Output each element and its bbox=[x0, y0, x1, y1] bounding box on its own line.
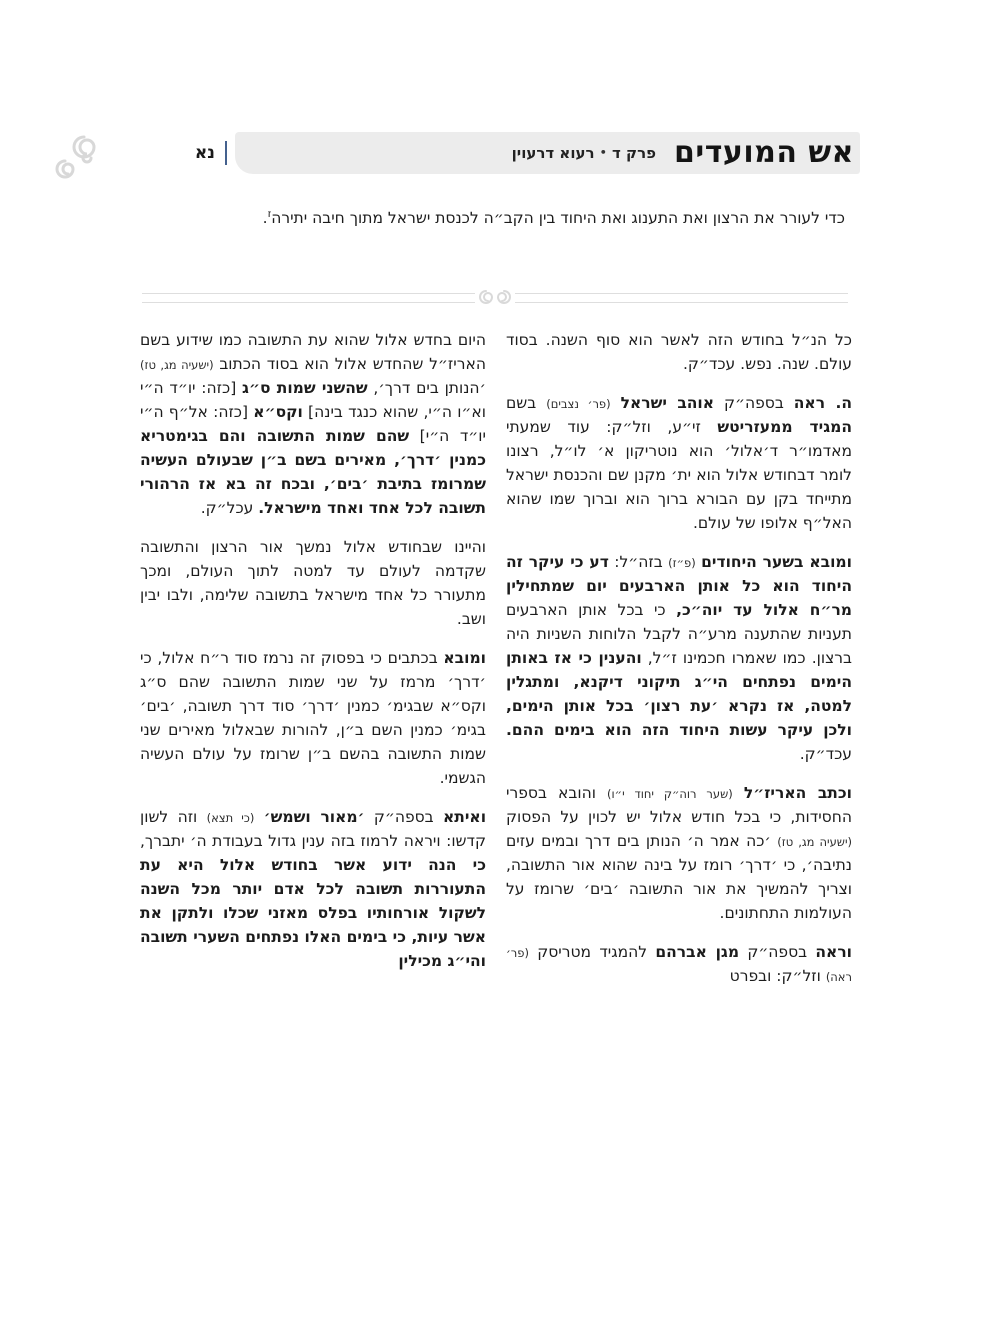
header-band bbox=[235, 132, 860, 174]
source-reference: (פר׳ נצבים) bbox=[546, 397, 611, 412]
text-segment bbox=[733, 784, 744, 802]
text-segment: שהם שמות התשובה והם בגימטריא כמנין ׳דרך׳, מאירים בשם ב״ן שבעולם העשיה שמרומז בתיבת ׳בים׳, ובכח זה בא אז הרהורי תשובה לכל אחד ואחד מישראל. bbox=[140, 427, 486, 518]
text-segment bbox=[254, 808, 263, 826]
paragraph bbox=[506, 391, 852, 535]
text-segment: וכתב האריז״ל bbox=[743, 784, 852, 803]
text-segment: ׳הנותן בים דרך׳, bbox=[367, 379, 486, 398]
text-segment: ומובא bbox=[443, 649, 486, 668]
book-title: אש המועדים bbox=[674, 135, 854, 170]
paragraph bbox=[506, 328, 852, 376]
source-reference: (כי תצא) bbox=[206, 811, 255, 826]
text-segment: להמגיד מטריסק bbox=[528, 943, 656, 962]
paragraph bbox=[140, 535, 486, 631]
paragraph bbox=[140, 328, 486, 520]
text-segment: עכל״ק. bbox=[200, 499, 259, 518]
text-segment: ומובא בשער היחודים bbox=[701, 553, 852, 572]
text-segment: ׳כה אמר ה׳ הנותן בים דרך ובמים עזים נתיבה׳, כי ׳דרך׳ רומז על בינה שהוא אור התשובה, וצריך להמשיך את אור התשובה ׳בים׳ שרומז על העולמות התחתונים. bbox=[506, 832, 852, 923]
paragraph bbox=[506, 550, 852, 766]
chapter-label bbox=[512, 144, 656, 162]
paragraph bbox=[140, 805, 486, 973]
text-segment: שהשני שמות ס״ג bbox=[242, 379, 368, 398]
text-segment: כדי לעורר את הרצון ואת התענוג ואת היחוד בין הקב״ה לכנסת ישראל מתוך חיבה יתירה bbox=[271, 209, 845, 227]
text-segment: ׳מאור ושמש׳ bbox=[263, 808, 365, 827]
text-segment: [כזה: יו״ד ה״י וא״ו ה״י, שהוא כנגד בינה] bbox=[140, 379, 486, 422]
text-segment: וזל״ק: ובפרט bbox=[729, 967, 826, 986]
text-segment: בכתבים כי בפסוק זה נרמז סוד ר״ח אלול, כי ׳דרך׳ מרמז על שני שמות התשובה שהם ס״ג וקס״א שבגימ׳ כמנין ׳דרך׳ סוד דרך תשובה, ׳בים׳ בגימ׳ כמנין השם ב״ן, להורות שבאלול מאירים שני שמות התשובה בהשם ב״ן שרומז על עולם העשיה הגשמי. bbox=[140, 649, 486, 788]
text-columns bbox=[140, 328, 852, 1003]
paragraph bbox=[506, 781, 852, 925]
page-number: נא bbox=[194, 143, 215, 163]
text-segment: המגיד ממעזריטש bbox=[717, 418, 852, 437]
right-column bbox=[506, 328, 852, 1003]
source-reference: (פר׳ ראה) bbox=[506, 946, 852, 985]
text-segment: [כזה: אל״ף ה״י יו״ד ה״י] bbox=[140, 403, 486, 446]
text-segment: דע כי עיקר זה היחוד הוא כל אותן הארבעים יום שמתחילין מר״ח אלול עד יוה״כ, bbox=[506, 553, 853, 620]
text-segment: עכד״ק. bbox=[799, 745, 852, 764]
separator-dot-icon: • bbox=[599, 146, 607, 159]
page-number-divider bbox=[225, 141, 227, 165]
flourish-ornament-icon bbox=[52, 131, 102, 189]
text-segment: בזה״ל: bbox=[608, 553, 669, 572]
section-divider bbox=[142, 293, 848, 303]
left-column bbox=[140, 328, 486, 1003]
section-name: רעוא דרעוין bbox=[511, 144, 595, 162]
text-segment: בספה״ק bbox=[364, 808, 443, 827]
text-segment: והובא בספרי החסידות, כי בכל חודש אלול יש לכוין על הפסוק bbox=[506, 784, 852, 827]
source-reference: (ישעיה מג, טז) bbox=[777, 835, 852, 850]
page-header bbox=[140, 131, 860, 175]
text-segment: והענין כי אז באותן הימים נפתחים הי״ג תיקוני דיקנא, ומתגלין למטה, אז נקרא ׳עת רצון׳ בכל אותן הימים, ולכן עיקר עשות היחוד הזה הוא בימים ההם. bbox=[506, 649, 852, 740]
text-segment: זי״ע, וזל״ק: עוד שמעתי מאדמו״ר ד׳אלול׳ הוא נוטריקון א׳ לו״ל, רצונו לומר דבחודש אלול הוא ית׳ מקנן שם והכנסת ישראל מתייחד בקן עם הבורא ברוך הוא וברוך שמו שהוא האל״ף אלופו של עולם. bbox=[506, 418, 852, 533]
chapter-number: פרק ד bbox=[612, 144, 656, 162]
divider-scroll-icon bbox=[475, 288, 515, 306]
text-segment: כי הנה ידוע אשר בחודש אלול היא עת התעוררות תשובה לכל אדם יותר מכל השנה לשקול אורחותיו בפלס מאזני שכלו ולתקן את אשר עיות, כי בימים האלו נפתחים השערי תשובה והי״ג מכילין bbox=[140, 856, 486, 971]
source-reference: (פ״ז) bbox=[668, 556, 696, 571]
text-segment: והיינו שבחודש אלול נמשך אור הרצון והתשובה שקדמה לעולם עד למטה לתוך העולם, ומכך מתעורר כל אחד מישראל בתשובה שלימה, ולבו יבין ושב. bbox=[140, 538, 486, 629]
intro-paragraph bbox=[142, 206, 845, 230]
text-segment bbox=[611, 394, 621, 412]
paragraph bbox=[506, 940, 852, 988]
footnote-marker: ז bbox=[267, 207, 272, 220]
text-segment: וקס״א bbox=[253, 403, 303, 422]
text-segment: ואיתא bbox=[442, 808, 487, 827]
text-segment: בשם bbox=[506, 394, 547, 413]
paragraph bbox=[140, 646, 486, 790]
text-segment: . bbox=[262, 209, 268, 227]
text-segment: בספה״ק bbox=[714, 394, 794, 413]
text-segment: וזה לשון קדשו: ויראה לרמוז בזה ענין גדול בעבודת ה׳ יתברך, bbox=[140, 808, 486, 851]
source-reference: (ישעיה מג, טז) bbox=[140, 358, 214, 373]
text-segment: כל הנ״ל בחודש הזה לאשר הוא סוף השנה. בסוד עולם. שנה. נפש. עכד״ק. bbox=[506, 331, 852, 374]
text-segment: וראה bbox=[815, 943, 852, 962]
source-reference: (שער רוה״ק יחוד י״ו) bbox=[607, 787, 733, 802]
text-segment: היום בחדש אלול שהוא עת התשובה כמו שידוע בשם האריז״ל שהחדש אלול הוא בסוד הכתוב bbox=[140, 331, 486, 374]
text-segment: מגן אברהם bbox=[655, 943, 740, 962]
text-segment: בספה״ק bbox=[739, 943, 816, 962]
text-segment: ה. ראה bbox=[793, 394, 853, 413]
text-segment: כי בכל אותן הארבעים תעניות שהתענה מרע״ה לקבל הלוחות השניות היה ברצון. כמו שאמרו חכמינו ז״ל, bbox=[506, 601, 852, 668]
text-segment: אוהב ישראל bbox=[620, 394, 715, 413]
